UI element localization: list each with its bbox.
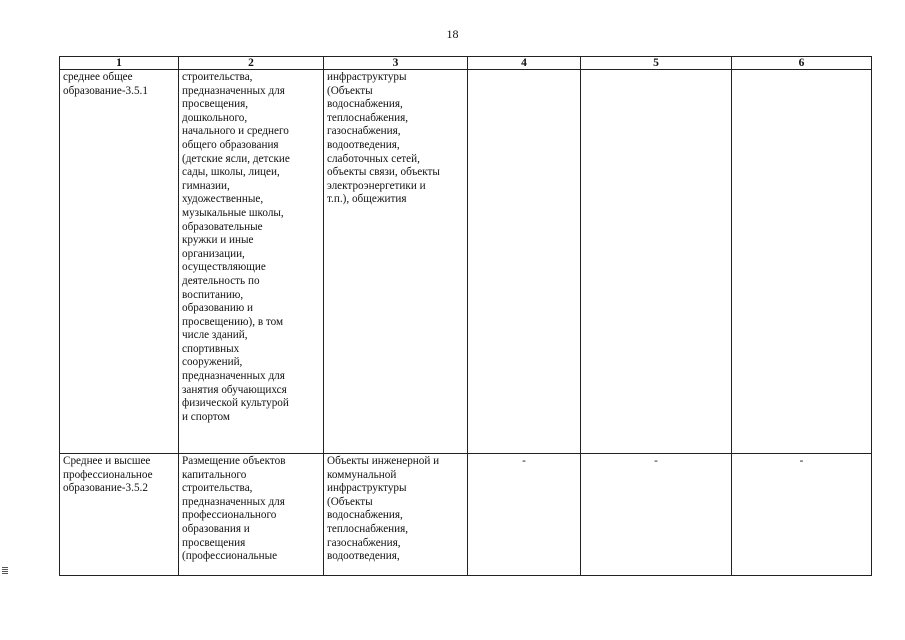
- cell-text: Среднее и высшее профессиональное образование-3.5.2: [63, 455, 153, 495]
- cell-dash: -: [799, 455, 804, 467]
- cell-dash: -: [522, 455, 526, 467]
- table-cell: [324, 70, 468, 454]
- cell-dash: -: [654, 455, 658, 467]
- cell-text: Размещение объектов капитального строительства, предназначенных для профессионального образования и просвещения (профессиональные: [182, 455, 286, 563]
- table-cell: [60, 70, 179, 454]
- cell-text: инфраструктуры (Объекты водоснабжения, теплоснабжения, газоснабжения, водоотведения, слаботочных сетей, объекты связи, объекты электроэнергетики и т.п.), общежития: [327, 71, 440, 206]
- column-header-6: 6: [732, 57, 872, 70]
- table-row: [60, 454, 872, 576]
- scan-mark: [2, 569, 8, 570]
- column-header-2: 2: [179, 57, 324, 70]
- cell-text: Объекты инженерной и коммунальной инфраструктуры (Объекты водоснабжения, теплоснабжения, газоснабжения, водоотведения,: [327, 455, 440, 563]
- column-header-3: 3: [324, 57, 468, 70]
- table-cell: [468, 454, 581, 576]
- scan-edge-marks: [2, 567, 8, 575]
- column-header-4: 4: [468, 57, 581, 70]
- page-number: 18: [446, 27, 459, 41]
- cell-text: среднее общее образование-3.5.1: [63, 71, 148, 97]
- table-cell: [732, 70, 872, 454]
- header-row: [60, 57, 872, 70]
- table-cell: [324, 454, 468, 576]
- table-cell: [581, 454, 732, 576]
- table-cell: [581, 70, 732, 454]
- scan-mark: [2, 573, 8, 574]
- table-cell: [732, 454, 872, 576]
- column-header-1: 1: [60, 57, 179, 70]
- land-use-table: [59, 56, 872, 576]
- scan-mark: [2, 567, 8, 568]
- table-cell: [179, 70, 324, 454]
- cell-text: строительства, предназначенных для просвещения, дошкольного, начального и среднего общего образования (детские ясли, детские сады, школы, лицеи, гимназии, художественные, музыкальные школы, образовательные кружки и иные организации, осуществляющие деятельность по воспитанию, образованию и просвещению), в том числе зданий, спортивных сооружений, предназначенных для занятия обучающихся физической культурой и спортом: [182, 71, 290, 423]
- table-cell: [468, 70, 581, 454]
- table-cell: [179, 454, 324, 576]
- table-row: [60, 70, 872, 454]
- scan-mark: [2, 571, 8, 572]
- column-header-5: 5: [581, 57, 732, 70]
- table-cell: [60, 454, 179, 576]
